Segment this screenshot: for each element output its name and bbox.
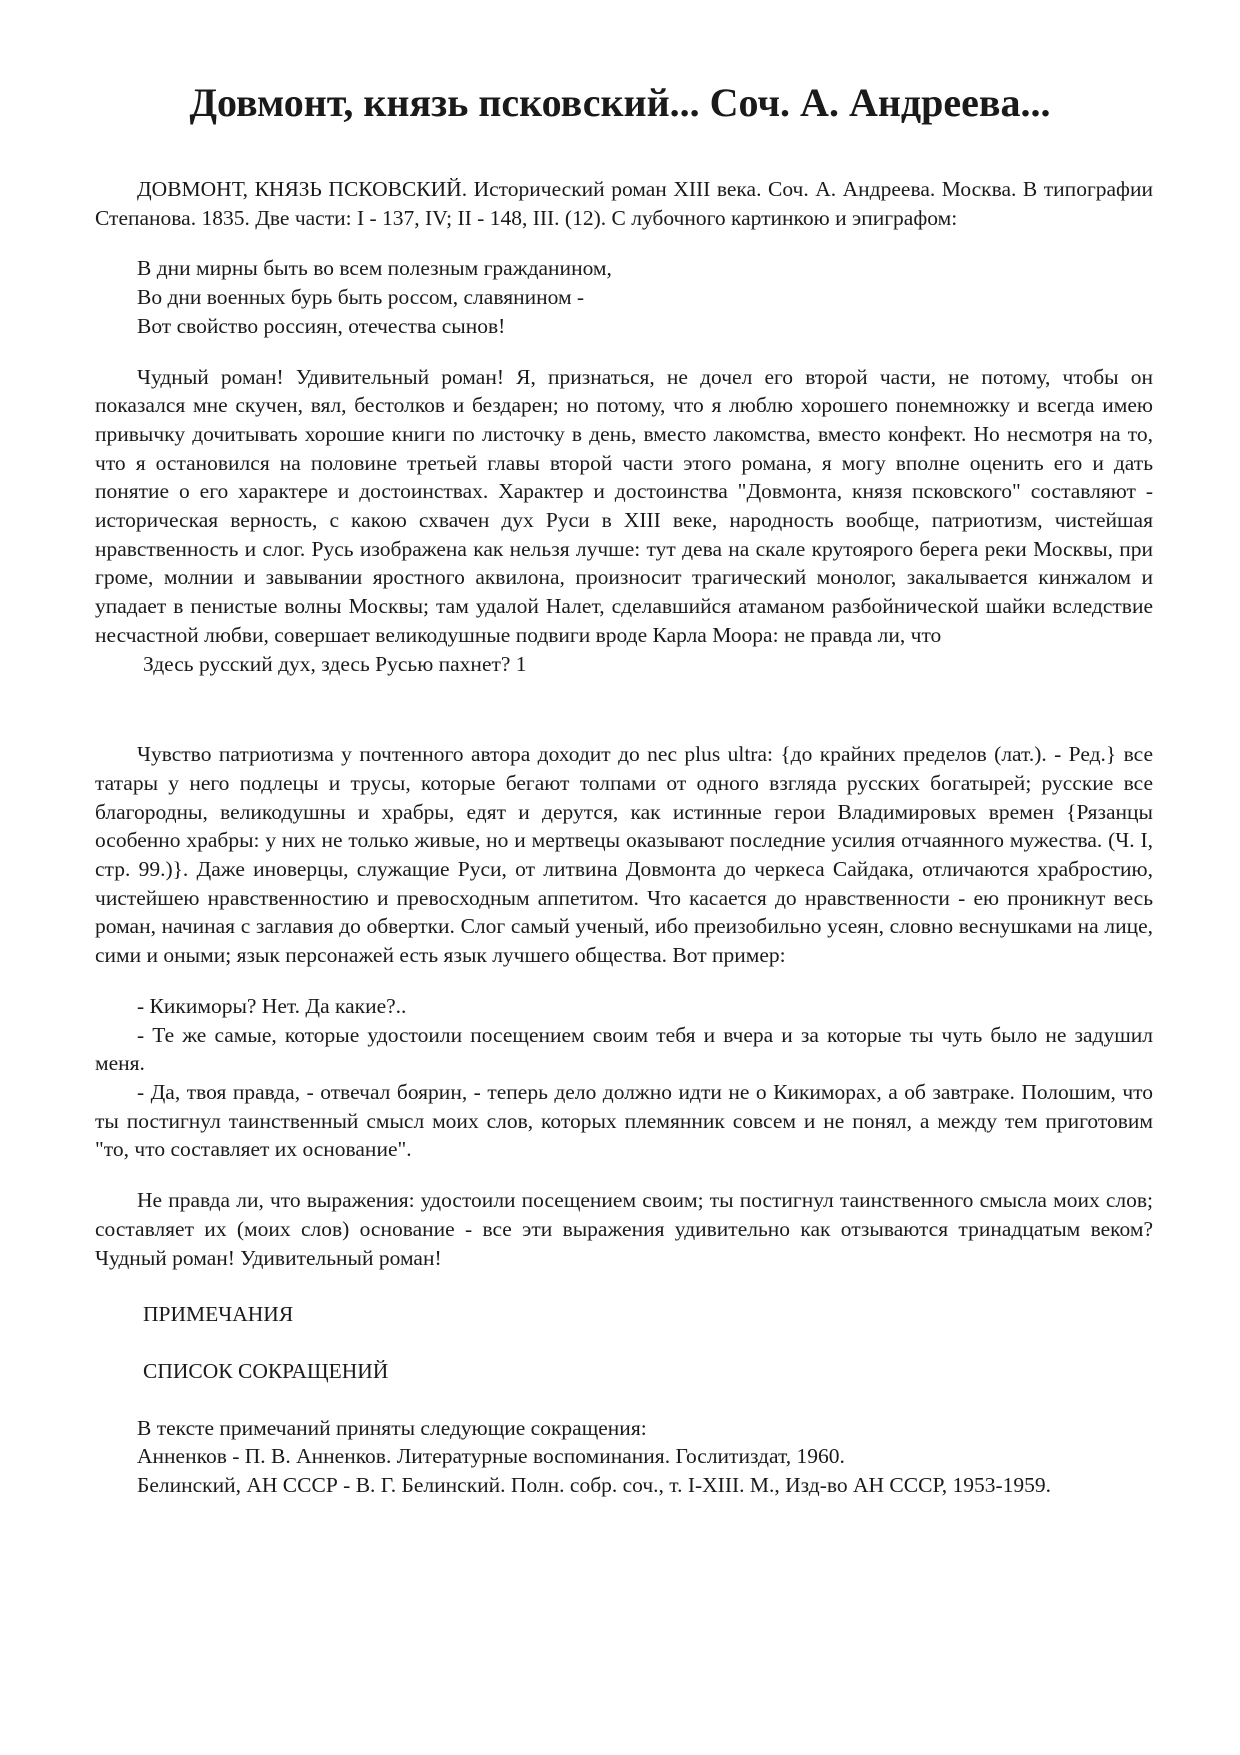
- body-paragraph: Чувство патриотизма у почтенного автора доходит до nec plus ultra: {до крайних пределов (лат.). - Ред.} все татары у него подлецы и трусы, которые бегают толпами от одного взгляда русских богатырей; русские все благородны, великодушны и храбры, едят и дерутся, как истинные герои Владимировых времен {Рязанцы особенно храбры: у них не только живые, но и мертвецы оказывают последние усилия отчаянного мужества. (Ч. I, стр. 99.)}. Даже иноверцы, служащие Руси, от литвина Довмонта до черкеса Сайдака, отличаются храбростию, чистейшею нравственностию и превосходным аппетитом. Что касается до нравственности - ею проникнут весь роман, начиная с заглавия до обвертки. Слог самый ученый, ибо преизобильно усеян, словно веснушками на лице, сими и оными; язык персонажей есть язык лучшего общества. Вот пример:: [95, 742, 1153, 968]
- dialogue-line: - Кикиморы? Нет. Да какие?..: [137, 993, 407, 1018]
- epigraph-line: Вот свойство россиян, отечества сынов!: [137, 313, 506, 338]
- abbreviation-item: Анненков - П. В. Анненков. Литературные воспоминания. Гослитиздат, 1960.: [137, 1444, 845, 1469]
- epigraph-line: В дни мирны быть во всем полезным гражданином,: [137, 256, 612, 281]
- quote-line: Здесь русский дух, здесь Русью пахнет? 1: [143, 651, 527, 676]
- document-body: [95, 175, 1153, 1500]
- epigraph-line: Во дни военных бурь быть россом, славянином -: [137, 285, 585, 310]
- body-paragraph: Чудный роман! Удивительный роман! Я, признаться, не дочел его второй части, не потому, чтобы он показался мне скучен, вял, бестолков и бездарен; но потому, что я люблю хорошего понемножку и всегда имею привычку дочитывать хорошие книги по листочку в день, вместо лакомства, вместо конфект. Но несмотря на то, что я остановился на половине третьей главы второй части этого романа, я могу вполне оценить его и дать понятие о его характере и достоинствах. Характер и достоинства "Довмонта, князя псковского" составляют - историческая верность, с какою схвачен дух Руси в XIII веке, народность вообще, патриотизм, чистейшая нравственность и слог. Русь изображена как нельзя лучше: тут дева на скале крутоярого берега реки Москвы, при громе, молнии и завывании яростного аквилона, произносит трагический монолог, закалывается кинжалом и упадает в пенистые волны Москвы; там удалой Налет, сделавшийся атаманом разбойнической шайки вследствие несчастной любви, совершает великодушные подвиги вроде Карла Моора: не правда ли, что: [95, 364, 1153, 647]
- abbreviations-list: [95, 1414, 1153, 1500]
- abbreviations-intro: В тексте примечаний приняты следующие сокращения:: [137, 1415, 647, 1440]
- notes-heading: ПРИМЕЧАНИЯ: [143, 1302, 294, 1327]
- dialogue-line: - Да, твоя правда, - отвечал боярин, - теперь дело должно идти не о Кикиморах, а об завтраке. Полошим, что ты постигнул таинственный смысл моих слов, которых племянник совсем и не понял, а между тем приготовим "то, что составляет их основание".: [95, 1079, 1153, 1162]
- abbreviations-heading: СПИСОК СОКРАЩЕНИЙ: [143, 1358, 389, 1383]
- intro-paragraph: ДОВМОНТ, КНЯЗЬ ПСКОВСКИЙ. Исторический роман XIII века. Соч. А. Андреева. Москва. В типографии Степанова. 1835. Две части: I - 137, IV; II - 148, III. (12). С лубочного картинкою и эпиграфом:: [95, 177, 1153, 230]
- document-title: Довмонт, князь псковский... Соч. А. Андреева...: [189, 80, 1051, 125]
- abbreviation-item: Белинский, АН СССР - В. Г. Белинский. Полн. собр. соч., т. I-XIII. М., Изд-во АН СССР, 1953-1959.: [137, 1473, 1052, 1498]
- dialogue: [95, 992, 1153, 1164]
- body-paragraph: Не правда ли, что выражения: удостоили посещением своим; ты постигнул таинственного смысла моих слов; составляет их (моих слов) основание - все эти выражения удивительно как отзываются тринадцатым веком? Чудный роман! Удивительный роман!: [95, 1188, 1153, 1270]
- dialogue-line: - Те же самые, которые удостоили посещением своим тебя и вчера и за которые ты чуть было не задушил меня.: [95, 1022, 1153, 1076]
- epigraph: [95, 254, 1153, 340]
